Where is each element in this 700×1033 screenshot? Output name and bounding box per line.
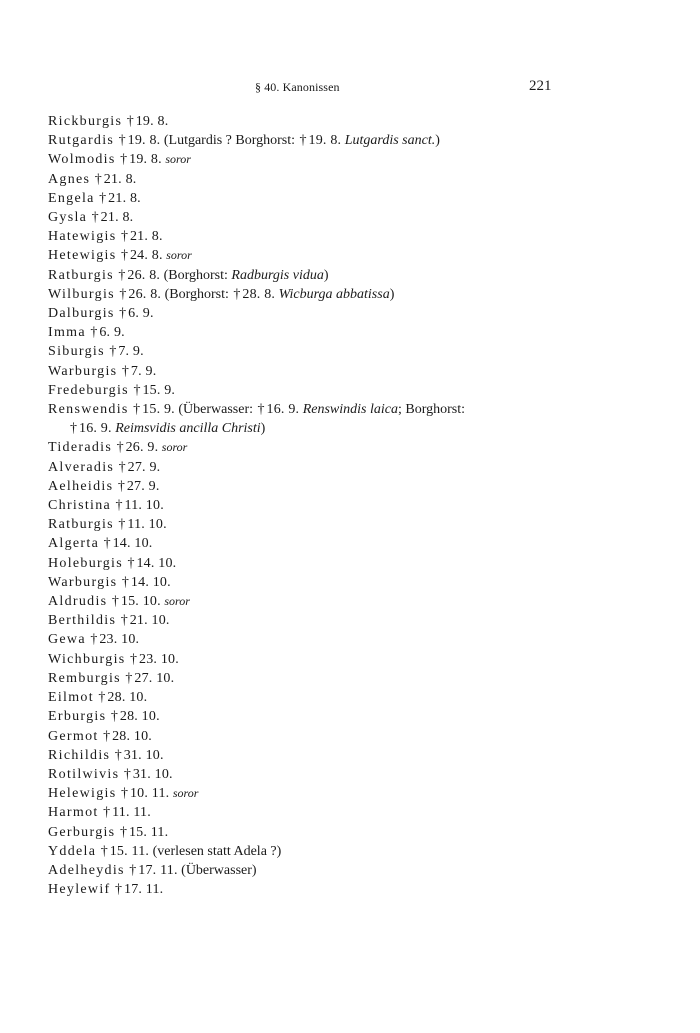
- list-item: [48, 477, 608, 496]
- dagger-symbol: †: [133, 402, 141, 418]
- note-end: ): [323, 267, 329, 283]
- entry-name: Rotilwivis: [48, 766, 120, 782]
- list-item: [48, 688, 608, 707]
- dagger-symbol: †: [119, 306, 127, 322]
- dagger-symbol: †: [120, 613, 128, 629]
- entry-name: Christina: [48, 498, 112, 514]
- dagger-symbol: †: [116, 440, 124, 456]
- entry-name: Harmot: [48, 805, 99, 821]
- entry-name: Adelheydis: [48, 862, 125, 878]
- list-item: [48, 765, 608, 784]
- dagger-symbol: †: [119, 286, 127, 302]
- dagger-symbol: †: [120, 152, 128, 168]
- list-item: [48, 170, 608, 189]
- entry-date: 15. 9.: [142, 382, 176, 398]
- entry-date: 19. 8.: [135, 114, 169, 129]
- entry-date: 15. 9.: [142, 402, 175, 418]
- dagger-symbol: †: [121, 574, 129, 590]
- dagger-symbol: †: [126, 114, 134, 129]
- dagger-symbol: †: [109, 344, 117, 360]
- entry-date: 15. 11.: [109, 843, 150, 859]
- entry-date: 21. 8.: [103, 171, 137, 187]
- entry-date: 17. 11.: [124, 882, 164, 898]
- list-item: [48, 823, 608, 842]
- entry-date: 27. 10.: [134, 670, 175, 686]
- entry-continuation: [48, 419, 608, 438]
- entry-name: Berthildis: [48, 613, 117, 629]
- dagger-symbol: †: [103, 805, 111, 821]
- entry-note: (Borghorst:: [164, 286, 233, 302]
- list-item: [48, 630, 608, 649]
- entry-name: Gysla: [48, 210, 88, 226]
- entry-name: Hetewigis: [48, 248, 117, 264]
- dagger-symbol: †: [119, 824, 127, 840]
- entry-name: Germot: [48, 728, 99, 744]
- entry-date: 14. 10.: [130, 574, 171, 590]
- dagger-symbol: †: [133, 382, 141, 398]
- note-date: 28. 8.: [242, 286, 276, 302]
- note-italic: Renswindis laica: [302, 402, 398, 418]
- entry-note: (Lutgardis ? Borghorst:: [163, 133, 299, 149]
- entry-date: 23. 10.: [99, 632, 140, 648]
- list-item: [48, 554, 608, 573]
- entry-date: 6. 9.: [99, 325, 125, 341]
- list-item: [48, 496, 608, 515]
- list-item: [48, 266, 608, 285]
- entry-name: Wilburgis: [48, 286, 115, 302]
- list-item: [48, 304, 608, 323]
- entry-name: Erburgis: [48, 709, 107, 725]
- dagger-symbol: †: [103, 728, 111, 744]
- dagger-symbol: †: [114, 747, 122, 763]
- note-date: 19. 8.: [308, 133, 342, 149]
- soror-label: soror: [166, 248, 192, 263]
- list-item: [48, 861, 608, 880]
- entry-date: 21. 10.: [129, 613, 170, 629]
- dagger-symbol: †: [94, 171, 102, 187]
- entry-date: 26. 8.: [127, 267, 161, 283]
- entry-name: Warburgis: [48, 363, 118, 379]
- entry-name: Siburgis: [48, 344, 105, 360]
- dagger-symbol: †: [130, 651, 138, 667]
- list-item: [48, 669, 608, 688]
- list-item: [48, 842, 608, 861]
- note-end: ; Borghorst:: [398, 402, 466, 418]
- list-item: [48, 285, 608, 304]
- entry-name: Eilmot: [48, 690, 94, 706]
- entry-name: Rickburgis: [48, 114, 123, 129]
- cont-date: 16. 9.: [79, 421, 112, 437]
- section-title: § 40. Kanonissen: [255, 80, 340, 94]
- entry-name: Gerburgis: [48, 824, 116, 840]
- dagger-symbol: †: [299, 133, 307, 149]
- list-item: [48, 342, 608, 361]
- dagger-symbol: †: [98, 690, 106, 706]
- dagger-symbol: †: [117, 478, 125, 494]
- entry-date: 26. 9.: [125, 440, 159, 456]
- soror-label: soror: [172, 786, 199, 801]
- dagger-symbol: †: [111, 594, 119, 610]
- entry-name: Richildis: [48, 747, 111, 763]
- entry-date: 28. 10.: [112, 728, 152, 744]
- entry-date: 27. 9.: [127, 459, 161, 475]
- entry-date: 19. 8.: [127, 133, 161, 149]
- entry-name: Hatewigis: [48, 229, 117, 245]
- page-number: 221: [529, 78, 552, 94]
- entry-date: 17. 11.: [138, 862, 178, 878]
- entry-name: Wichburgis: [48, 651, 126, 667]
- entry-date: 21. 8.: [129, 229, 163, 245]
- entry-date: 7. 9.: [130, 363, 157, 379]
- list-item: [48, 573, 608, 592]
- list-item: [48, 438, 608, 457]
- list-item: [48, 227, 608, 246]
- entry-name: Tideradis: [48, 440, 113, 456]
- dagger-symbol: †: [90, 325, 98, 341]
- entry-name: Helewigis: [48, 786, 117, 802]
- dagger-symbol: †: [125, 670, 133, 686]
- list-item: [48, 208, 608, 227]
- dagger-symbol: †: [118, 267, 126, 283]
- entry-note: (verlesen statt Adela ?): [152, 843, 282, 859]
- entry-date: 15. 11.: [128, 824, 169, 840]
- dagger-symbol: †: [103, 536, 111, 552]
- list-item: [48, 611, 608, 630]
- list-item: [48, 650, 608, 669]
- entry-date: 11. 10.: [127, 517, 167, 533]
- entry-name: Yddela: [48, 843, 97, 859]
- entry-name: Warburgis: [48, 574, 118, 590]
- entry-date: 23. 10.: [139, 651, 179, 667]
- entry-name: Rutgardis: [48, 133, 115, 149]
- entry-date: 11. 11.: [112, 805, 151, 821]
- entry-name: Algerta: [48, 536, 100, 552]
- entry-name: Ratburgis: [48, 517, 114, 533]
- list-item: [48, 362, 608, 381]
- entry-date: 31. 10.: [132, 766, 173, 782]
- list-item: [48, 515, 608, 534]
- entry-name: Wolmodis: [48, 152, 116, 168]
- entry-name: Remburgis: [48, 670, 121, 686]
- dagger-symbol: †: [120, 229, 128, 245]
- entry-date: 21. 8.: [108, 190, 141, 206]
- dagger-symbol: †: [129, 862, 137, 878]
- dagger-symbol: †: [100, 843, 108, 859]
- list-item: [48, 746, 608, 765]
- entry-name: Ratburgis: [48, 267, 114, 283]
- list-item: [48, 803, 608, 822]
- dagger-symbol: †: [90, 632, 98, 648]
- entry-name: Aldrudis: [48, 594, 108, 610]
- list-item: [48, 727, 608, 746]
- entry-name: Imma: [48, 325, 86, 341]
- list-item: [48, 707, 608, 726]
- dagger-symbol: †: [233, 286, 241, 302]
- note-italic: Lutgardis sanct.: [344, 133, 436, 149]
- entry-date: 15. 10.: [120, 594, 161, 610]
- entry-date: 27. 9.: [126, 478, 160, 494]
- list-item: [48, 784, 608, 803]
- entry-date: 31. 10.: [123, 747, 164, 763]
- list-item: [48, 592, 608, 611]
- dagger-symbol: †: [91, 210, 99, 226]
- list-item: [48, 246, 608, 265]
- dagger-symbol: †: [121, 363, 129, 379]
- dagger-symbol: †: [120, 786, 128, 802]
- dagger-symbol: †: [115, 882, 122, 898]
- dagger-symbol: †: [127, 555, 135, 571]
- entry-note: (Überwasser:: [178, 402, 257, 418]
- list-item: [48, 150, 608, 169]
- list-item: [48, 458, 608, 477]
- soror-label: soror: [161, 440, 188, 455]
- dagger-symbol: †: [110, 709, 118, 725]
- page-header: [0, 78, 700, 98]
- entry-name: Agnes: [48, 171, 91, 187]
- list-item: [48, 323, 608, 342]
- entry-date: 11. 10.: [124, 498, 164, 514]
- entry-note: (Borghorst:: [163, 267, 232, 283]
- entry-date: 28. 10.: [107, 690, 148, 706]
- entry-date: 10. 11.: [129, 786, 170, 802]
- dagger-symbol: †: [115, 498, 123, 514]
- canoness-list: [48, 112, 608, 899]
- entry-name: Dalburgis: [48, 306, 115, 322]
- entry-date: 7. 9.: [118, 344, 144, 360]
- entry-date: 6. 9.: [128, 306, 154, 322]
- dagger-symbol: †: [120, 248, 128, 264]
- entry-date: 14. 10.: [136, 555, 177, 571]
- list-item: [48, 131, 608, 150]
- soror-label: soror: [164, 594, 190, 609]
- cont-italic: Reimsvidis ancilla Christi: [115, 421, 261, 437]
- dagger-symbol: †: [70, 421, 77, 437]
- list-item: [48, 189, 608, 208]
- entry-date: 26. 8.: [128, 286, 162, 302]
- soror-label: soror: [165, 152, 191, 167]
- entry-date: 21. 8.: [100, 210, 134, 226]
- dagger-symbol: †: [118, 517, 126, 533]
- note-italic: Wicburga abbatissa: [278, 286, 390, 302]
- entry-name: Holeburgis: [48, 555, 123, 571]
- list-item: [48, 381, 608, 400]
- dagger-symbol: †: [118, 459, 126, 475]
- entry-name: Alveradis: [48, 459, 115, 475]
- entry-name: Fredeburgis: [48, 382, 129, 398]
- note-italic: Radburgis vidua: [231, 267, 324, 283]
- note-end: ): [435, 133, 440, 149]
- entry-date: 19. 8.: [129, 152, 162, 168]
- dagger-symbol: †: [257, 402, 265, 418]
- dagger-symbol: †: [118, 133, 126, 149]
- note-end: ): [389, 286, 395, 302]
- dagger-symbol: †: [99, 190, 107, 206]
- entry-note: (Überwasser): [181, 862, 257, 878]
- list-item: [48, 112, 608, 131]
- list-item: [48, 400, 608, 438]
- entry-name: Gewa: [48, 632, 86, 648]
- dagger-symbol: †: [123, 766, 131, 782]
- entry-name: Aelheidis: [48, 478, 114, 494]
- cont-end: ): [260, 421, 266, 437]
- entry-date: 28. 10.: [119, 709, 160, 725]
- list-item: [48, 534, 608, 553]
- entry-name: Renswendis: [48, 402, 129, 418]
- entry-name: Engela: [48, 190, 95, 206]
- list-item: [48, 880, 608, 899]
- note-date: 16. 9.: [266, 402, 300, 418]
- entry-date: 24. 8.: [129, 248, 163, 264]
- entry-date: 14. 10.: [112, 536, 153, 552]
- entry-name: Heylewif: [48, 882, 111, 898]
